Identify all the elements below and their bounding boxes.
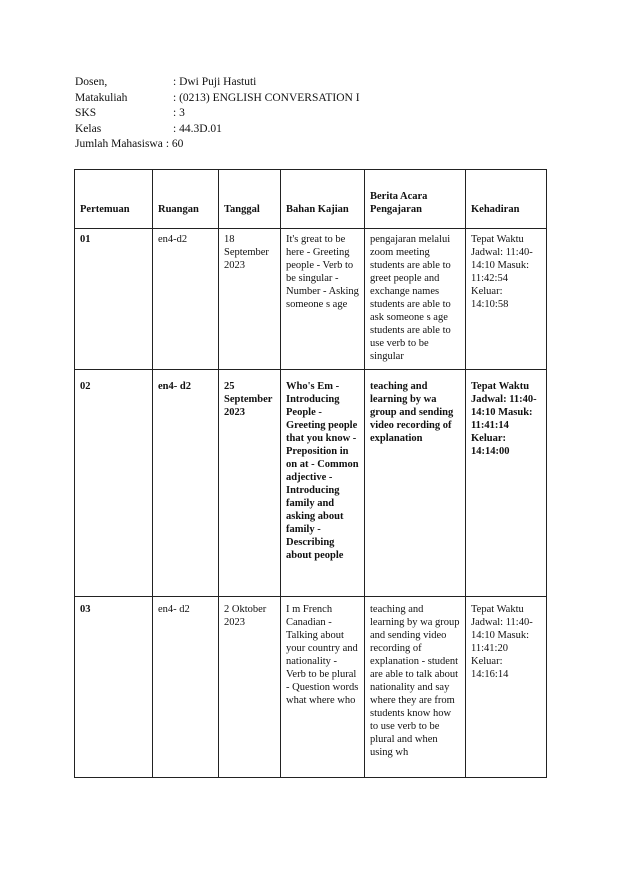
info-row-sks — [75, 106, 360, 122]
col-header-ruangan: Ruangan — [153, 170, 219, 229]
info-value: : 60 — [165, 138, 184, 150]
cell-ruangan: en4- d2 — [153, 597, 219, 778]
info-value: : 3 — [173, 107, 185, 119]
cell-tanggal: 25 September 2023 — [219, 370, 281, 597]
info-row-matakuliah — [75, 91, 360, 107]
col-header-tanggal: Tanggal — [219, 170, 281, 229]
cell-tanggal: 2 Oktober 2023 — [219, 597, 281, 778]
cell-kehadiran: Tepat Waktu Jadwal: 11:40-14:10 Masuk: 11:41:20 Keluar: 14:16:14 — [466, 597, 547, 778]
info-row-dosen — [75, 75, 360, 91]
info-label: Jumlah Mahasiswa — [75, 138, 163, 150]
cell-ruangan: en4- d2 — [153, 370, 219, 597]
info-label: Kelas — [75, 122, 102, 135]
col-header-berita-acara: Berita Acara Pengajaran — [365, 170, 466, 229]
cell-tanggal: 18 September 2023 — [219, 229, 281, 370]
cell-berita-acara: pengajaran melalui zoom meeting students are able to greet people and exchange names students are able to ask someone s age students are able to use verb to be singular — [365, 229, 466, 370]
info-value: : Dwi Puji Hastuti — [173, 76, 257, 88]
cell-bahan-kajian: It's great to be here - Greeting people - Verb to be singular - Number - Asking someone s age — [281, 229, 365, 370]
cell-bahan-kajian: Who's Em - Introducing People - Greeting people that you know - Preposition in on at - Common adjective - Introducing family and asking about family - Describing about people — [281, 370, 365, 597]
cell-pertemuan: 02 — [75, 370, 153, 597]
info-label: Dosen, — [75, 76, 108, 88]
cell-kehadiran: Tepat Waktu Jadwal: 11:40-14:10 Masuk: 11:41:14 Keluar: 14:14:00 — [466, 370, 547, 597]
info-row-kelas — [75, 122, 360, 138]
col-header-bahan-kajian: Bahan Kajian — [281, 170, 365, 229]
info-row-jumlah-mahasiswa — [75, 137, 360, 153]
cell-ruangan: en4-d2 — [153, 229, 219, 370]
cell-pertemuan: 03 — [75, 597, 153, 778]
col-header-kehadiran: Kehadiran — [466, 170, 547, 229]
col-header-pertemuan: Pertemuan — [75, 170, 153, 229]
cell-pertemuan: 01 — [75, 229, 153, 370]
cell-berita-acara: teaching and learning by wa group and sending video recording of explanation - student are able to talk about nationality and say where they are from students know how to use verb to be plural and when using wh — [365, 597, 466, 778]
cell-berita-acara: teaching and learning by wa group and sending video recording of explanation — [365, 370, 466, 597]
info-label: Matakuliah — [75, 91, 128, 104]
course-info — [75, 75, 360, 153]
table-row — [75, 229, 547, 370]
attendance-table — [74, 169, 547, 778]
table-row — [75, 370, 547, 597]
cell-kehadiran: Tepat Waktu Jadwal: 11:40-14:10 Masuk: 11:42:54 Keluar: 14:10:58 — [466, 229, 547, 370]
table-header-row — [75, 170, 547, 229]
info-label: SKS — [75, 107, 97, 119]
info-value: : (0213) ENGLISH CONVERSATION I — [173, 91, 360, 104]
cell-bahan-kajian: I m French Canadian - Talking about your country and nationality - Verb to be plural - Question words what where who — [281, 597, 365, 778]
info-value: : 44.3D.01 — [173, 122, 222, 135]
table-row — [75, 597, 547, 778]
